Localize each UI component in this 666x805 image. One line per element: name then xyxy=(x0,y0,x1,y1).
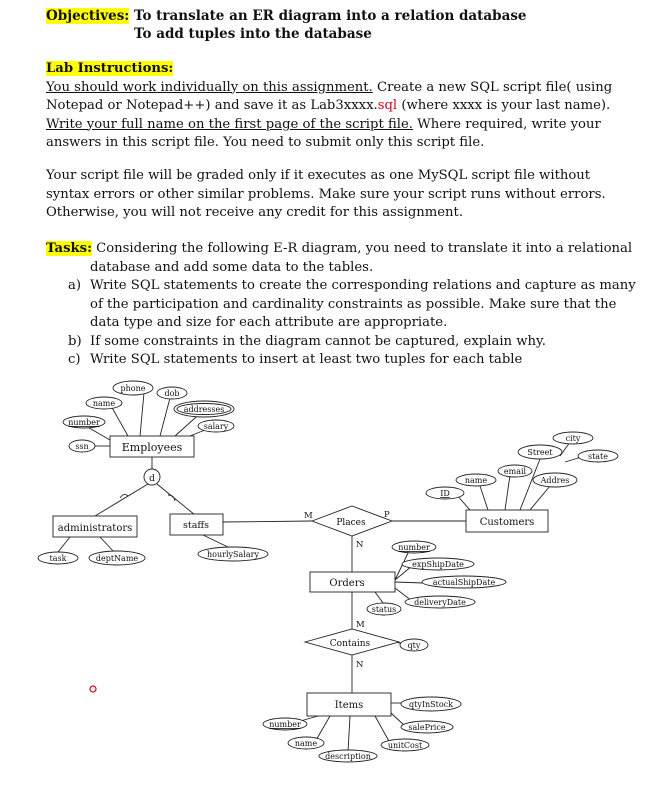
svg-text:deliveryDate: deliveryDate xyxy=(414,598,466,607)
card-N2: N xyxy=(356,660,364,670)
svg-text:addresses: addresses xyxy=(183,405,225,414)
svg-text:ssn: ssn xyxy=(75,442,89,451)
attr-id xyxy=(426,487,464,499)
tasks: Tasks: Considering the following E-R diagram, you need to translate it into a relational database and add some data to the tables. a) Write SQL statements to create the corresponding relations and capture as many of the participation and cardinality constraints as possible. Make sure that the data type and size for each attribute are appropriate. b) If some constraints in the diagram cannot be captured, explain why. c) Write SQL statements to insert at least two tuples for each table xyxy=(46,240,646,370)
entity-orders xyxy=(310,572,395,592)
svg-text:name: name xyxy=(294,739,318,748)
attr-actualShipDate xyxy=(422,576,506,588)
svg-text:Places: Places xyxy=(336,518,366,528)
svg-text:ID: ID xyxy=(440,489,450,498)
svg-text:Items: Items xyxy=(334,700,364,711)
attr-deptName xyxy=(89,551,145,565)
objectives-label: Objectives: xyxy=(46,8,130,24)
disjoint-circle xyxy=(144,469,160,485)
attr-city xyxy=(553,432,593,444)
svg-text:expShipDate: expShipDate xyxy=(412,560,464,569)
svg-text:number: number xyxy=(68,418,100,427)
svg-text:salary: salary xyxy=(203,422,229,431)
entity-customers xyxy=(466,510,548,532)
svg-text:qtyInStock: qtyInStock xyxy=(408,700,454,709)
attr-salary xyxy=(198,420,234,432)
attr-state xyxy=(578,450,618,462)
svg-text:status: status xyxy=(371,605,397,614)
attr-phone xyxy=(113,381,153,395)
svg-text:Orders: Orders xyxy=(329,578,365,589)
entity-staffs xyxy=(170,514,223,535)
attr-description xyxy=(319,750,377,762)
svg-text:hourlySalary: hourlySalary xyxy=(207,550,259,559)
attr-number xyxy=(63,416,105,428)
svg-text:unitCost: unitCost xyxy=(387,741,423,750)
svg-text:staffs: staffs xyxy=(183,520,209,531)
attr-qty xyxy=(400,639,428,651)
tasks-label: Tasks: xyxy=(46,241,92,256)
attr-deliveryDate xyxy=(405,596,475,608)
entity-items xyxy=(307,693,391,716)
attr-street xyxy=(518,445,562,459)
task-item: c) Write SQL statements to insert at least two tuples for each table xyxy=(68,352,523,367)
stray-mark xyxy=(90,686,96,692)
svg-text:state: state xyxy=(587,452,609,461)
svg-text:Employees: Employees xyxy=(121,441,183,454)
svg-text:description: description xyxy=(325,752,371,761)
svg-text:name: name xyxy=(92,399,116,408)
card-N1: N xyxy=(356,540,364,550)
attr-cname xyxy=(456,474,496,486)
attr-email xyxy=(498,465,532,477)
attr-qtyInStock xyxy=(401,697,461,711)
svg-text:phone: phone xyxy=(120,384,146,393)
card-P: P xyxy=(384,510,390,520)
lab-paragraph-1: You should work individually on this assignment. Create a new SQL script file( using Notepad or Notepad++) and save it as Lab3xxxx.sql (where xxxx is your last name). Write your full name on the first page of the script file. Where required, write your answers in this script file. You need to submit only this script file. xyxy=(46,79,613,150)
attr-status xyxy=(367,603,401,615)
svg-text:d: d xyxy=(149,474,155,484)
svg-text:Customers: Customers xyxy=(479,517,535,528)
svg-text:number: number xyxy=(398,543,430,552)
attr-onumber xyxy=(392,541,436,553)
svg-text:email: email xyxy=(503,467,527,476)
entity-employees xyxy=(110,436,194,457)
svg-text:Addres: Addres xyxy=(540,476,570,485)
attr-iname xyxy=(288,737,324,749)
attr-unitCost xyxy=(381,739,429,751)
svg-text:number: number xyxy=(269,720,301,729)
svg-text:city: city xyxy=(565,434,581,443)
lab-heading: Lab Instructions: xyxy=(46,61,174,76)
svg-text:deptName: deptName xyxy=(95,554,139,563)
svg-text:administrators: administrators xyxy=(57,523,133,534)
tasks-intro: database and add some data to the tables. xyxy=(90,259,374,275)
attr-expShipDate xyxy=(402,558,474,570)
attr-dob xyxy=(157,387,187,399)
attr-inumber xyxy=(263,718,307,730)
task-item: b) If some constraints in the diagram cannot be captured, explain why. xyxy=(68,333,546,349)
svg-text:actualShipDate: actualShipDate xyxy=(432,578,496,587)
svg-text:name: name xyxy=(464,476,488,485)
entity-administrators xyxy=(53,516,137,537)
svg-text:salePrice: salePrice xyxy=(408,723,446,732)
attr-addres xyxy=(533,473,577,487)
attr-task xyxy=(38,552,78,564)
objective-1: To translate an ER diagram into a relation database xyxy=(133,8,527,24)
card-M1: M xyxy=(304,511,313,521)
attr-addresses xyxy=(174,401,234,417)
attr-ssn xyxy=(69,440,95,452)
objective-2: To add tuples into the database xyxy=(134,26,372,42)
task-item: a) Write SQL statements to create the corresponding relations and capture as many of the participation and cardinality constraints as possible. Make sure that the data type and size for each attribute are appropriate. xyxy=(68,278,636,330)
relationship-places xyxy=(312,506,392,536)
svg-text:Contains: Contains xyxy=(329,639,371,649)
grading-note: Your script file will be graded only if it executes as one MySQL script file without syntax errors or other similar problems. Make sure your script runs without errors. Otherwise, you will not receive any credit for this assignment. xyxy=(46,168,606,220)
svg-text:dob: dob xyxy=(164,389,180,398)
svg-text:qty: qty xyxy=(407,641,421,650)
attr-name xyxy=(86,397,122,409)
svg-text:task: task xyxy=(49,554,67,563)
attr-salePrice xyxy=(401,721,453,733)
svg-text:Street: Street xyxy=(527,448,553,457)
attr-hourlySalary xyxy=(198,547,268,561)
relationship-contains xyxy=(305,629,399,655)
card-M2: M xyxy=(356,620,365,630)
